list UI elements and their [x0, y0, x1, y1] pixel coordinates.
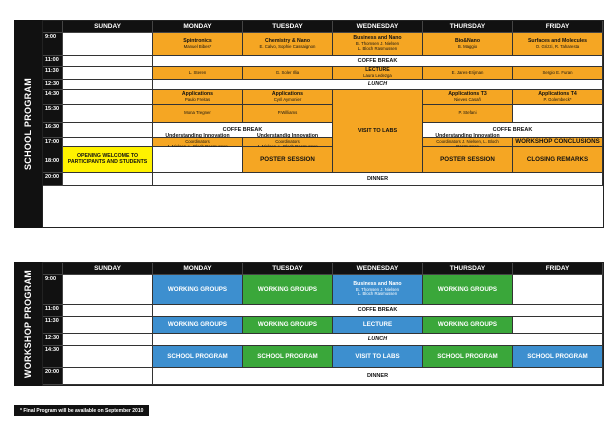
working-groups-thu: WORKING GROUPS — [423, 275, 513, 305]
workshop-program-grid — [42, 262, 604, 386]
speaker-steren: L. Steren — [153, 67, 243, 80]
lunch-row: LUNCH — [153, 334, 603, 346]
school-program-mon: SCHOOL PROGRAM — [153, 346, 243, 368]
working-groups-mon: WORKING GROUPS — [153, 275, 243, 305]
sunday-empty — [63, 56, 153, 67]
sunday-empty — [63, 334, 153, 346]
coffee-break-left: COFFE BREAK — [153, 123, 333, 138]
session-applications-mon: Applications Paulo Freitas — [153, 90, 243, 105]
time-label: 11:00 — [43, 305, 63, 317]
corner-cell — [43, 21, 63, 33]
session-spintronics: Spintronics Manuel Bibes* — [153, 33, 243, 56]
sunday-empty — [63, 368, 153, 385]
session-chemistry-nano: Chemistry & Nano E. Calvo, Sophie Cassaignon — [243, 33, 333, 56]
sunday-empty — [63, 317, 153, 334]
school-program-thu: SCHOOL PROGRAM — [423, 346, 513, 368]
sunday-empty — [63, 67, 153, 80]
school-program-fri: SCHOOL PROGRAM — [513, 346, 603, 368]
speaker-stefani: P. Stefani — [423, 105, 513, 123]
session-understanding-innovation-tue: Understandig Innovation Coordinators — [243, 138, 333, 147]
speaker-williams: P.Williams — [243, 105, 333, 123]
school-program-schedule — [14, 20, 604, 228]
header-tuesday: TUESDAY — [243, 263, 333, 275]
coffee-break-right: COFFE BREAK — [423, 123, 603, 138]
time-label: 11:30 — [43, 67, 63, 80]
coffee-break-row: COFFE BREAK — [153, 56, 603, 67]
monday-empty — [153, 147, 243, 173]
header-wednesday: WEDNESDAY — [333, 263, 423, 275]
sunday-empty — [63, 275, 153, 305]
corner-cell — [43, 263, 63, 275]
header-tuesday: TUESDAY — [243, 21, 333, 33]
sunday-empty — [63, 346, 153, 368]
friday-empty — [513, 105, 603, 123]
time-label: 11:00 — [43, 56, 63, 67]
header-sunday: SUNDAY — [63, 21, 153, 33]
lecture-ws: LECTURE — [333, 317, 423, 334]
time-label: 17:00 — [43, 138, 63, 173]
school-program-tue: SCHOOL PROGRAM — [243, 346, 333, 368]
session-understanding-innovation-thu: Understanding Innovation Coordinators J. Nielsen, L. Bloch — [423, 138, 513, 147]
working-groups-mon-2: WORKING GROUPS — [153, 317, 243, 334]
coffee-break-row: COFFE BREAK — [153, 305, 603, 317]
time-label: 11:30 — [43, 317, 63, 334]
visit-to-labs: VISIT TO LABS — [333, 90, 423, 173]
sunday-empty — [63, 138, 153, 147]
session-applications-t4: Applications T4 P. Golembeck* — [513, 90, 603, 105]
closing-remarks: CLOSING REMARKS — [513, 147, 603, 173]
sunday-empty — [63, 33, 153, 56]
sunday-empty — [63, 105, 153, 123]
header-monday: MONDAY — [153, 21, 243, 33]
session-applications-tue: Applications Cyril Aymonier — [243, 90, 333, 105]
sunday-empty — [63, 173, 153, 186]
poster-session-tue: POSTER SESSION — [243, 147, 333, 173]
speaker-furan: Sergio E. Furan — [513, 67, 603, 80]
working-groups-tue-2: WORKING GROUPS — [243, 317, 333, 334]
header-wednesday: WEDNESDAY — [333, 21, 423, 33]
dinner-row: DINNER — [153, 173, 603, 186]
lecture-session: LECTURE Laura Ledezga — [333, 67, 423, 80]
header-friday: FRIDAY — [513, 21, 603, 33]
workshop-program-side-label: WORKSHOP PROGRAM — [14, 262, 42, 386]
session-business-nano-ws: Business and Nano B. Thomsen J. Nielsen L. Bloch Rasmussen — [333, 275, 423, 305]
header-thursday: THURSDAY — [423, 263, 513, 275]
session-applications-t3: Applications T3 Nieves Casañ — [423, 90, 513, 105]
header-thursday: THURSDAY — [423, 21, 513, 33]
sunday-empty — [63, 80, 153, 90]
workshop-conclusions: WORKSHOP CONCLUSIONS — [513, 138, 603, 147]
sunday-empty — [63, 123, 153, 138]
header-sunday: SUNDAY — [63, 263, 153, 275]
working-groups-tue: WORKING GROUPS — [243, 275, 333, 305]
time-label: 16:30 — [43, 123, 63, 138]
poster-session-thu: POSTER SESSION — [423, 147, 513, 173]
footnote: * Final Program will be available on September 2010 — [14, 405, 149, 416]
header-friday: FRIDAY — [513, 263, 603, 275]
school-program-grid — [42, 20, 604, 228]
session-bio-nano: Bio&Nano B. Maggio — [423, 33, 513, 56]
speaker-jares-erijman: E. Jares-Erijman — [423, 67, 513, 80]
time-label: 20:00 — [43, 173, 63, 186]
session-business-nano: Business and Nano B. Thomsen J. Nielsen L. Bloch Rasmussen — [333, 33, 423, 56]
time-label: 9:00 — [43, 33, 63, 56]
opening-welcome: OPENING WELCOME TO PARTICIPANTS AND STUDENTS — [63, 147, 153, 173]
sunday-empty — [63, 305, 153, 317]
time-label: 15:30 — [43, 105, 63, 123]
school-program-side-label: SCHOOL PROGRAM — [14, 20, 42, 228]
session-surfaces-molecules: Surfaces and Molecules O. Grizzi, R. Taharesta — [513, 33, 603, 56]
visit-to-labs-ws: VISIT TO LABS — [333, 346, 423, 368]
time-label: 12:30 — [43, 334, 63, 346]
time-label: 14:30 — [43, 90, 63, 105]
time-label: 14:30 — [43, 346, 63, 368]
workshop-program-schedule — [14, 262, 604, 386]
working-groups-thu-2: WORKING GROUPS — [423, 317, 513, 334]
time-label: 20:00 — [43, 368, 63, 385]
time-label: 9:00 — [43, 275, 63, 305]
dinner-row: DINNER — [153, 368, 603, 385]
speaker-soler-illia: G. Soler Illia — [243, 67, 333, 80]
time-label: 12:30 — [43, 80, 63, 90]
header-monday: MONDAY — [153, 263, 243, 275]
time-label: 18:00 — [43, 157, 63, 173]
speaker-tregner: Mona Tregner — [153, 105, 243, 123]
sunday-empty — [63, 90, 153, 105]
friday-empty — [513, 317, 603, 334]
friday-empty — [513, 275, 603, 305]
session-understanding-innovation-mon: Understanding Innovation Coordinators — [153, 138, 243, 147]
lunch-row: LUNCH — [153, 80, 603, 90]
